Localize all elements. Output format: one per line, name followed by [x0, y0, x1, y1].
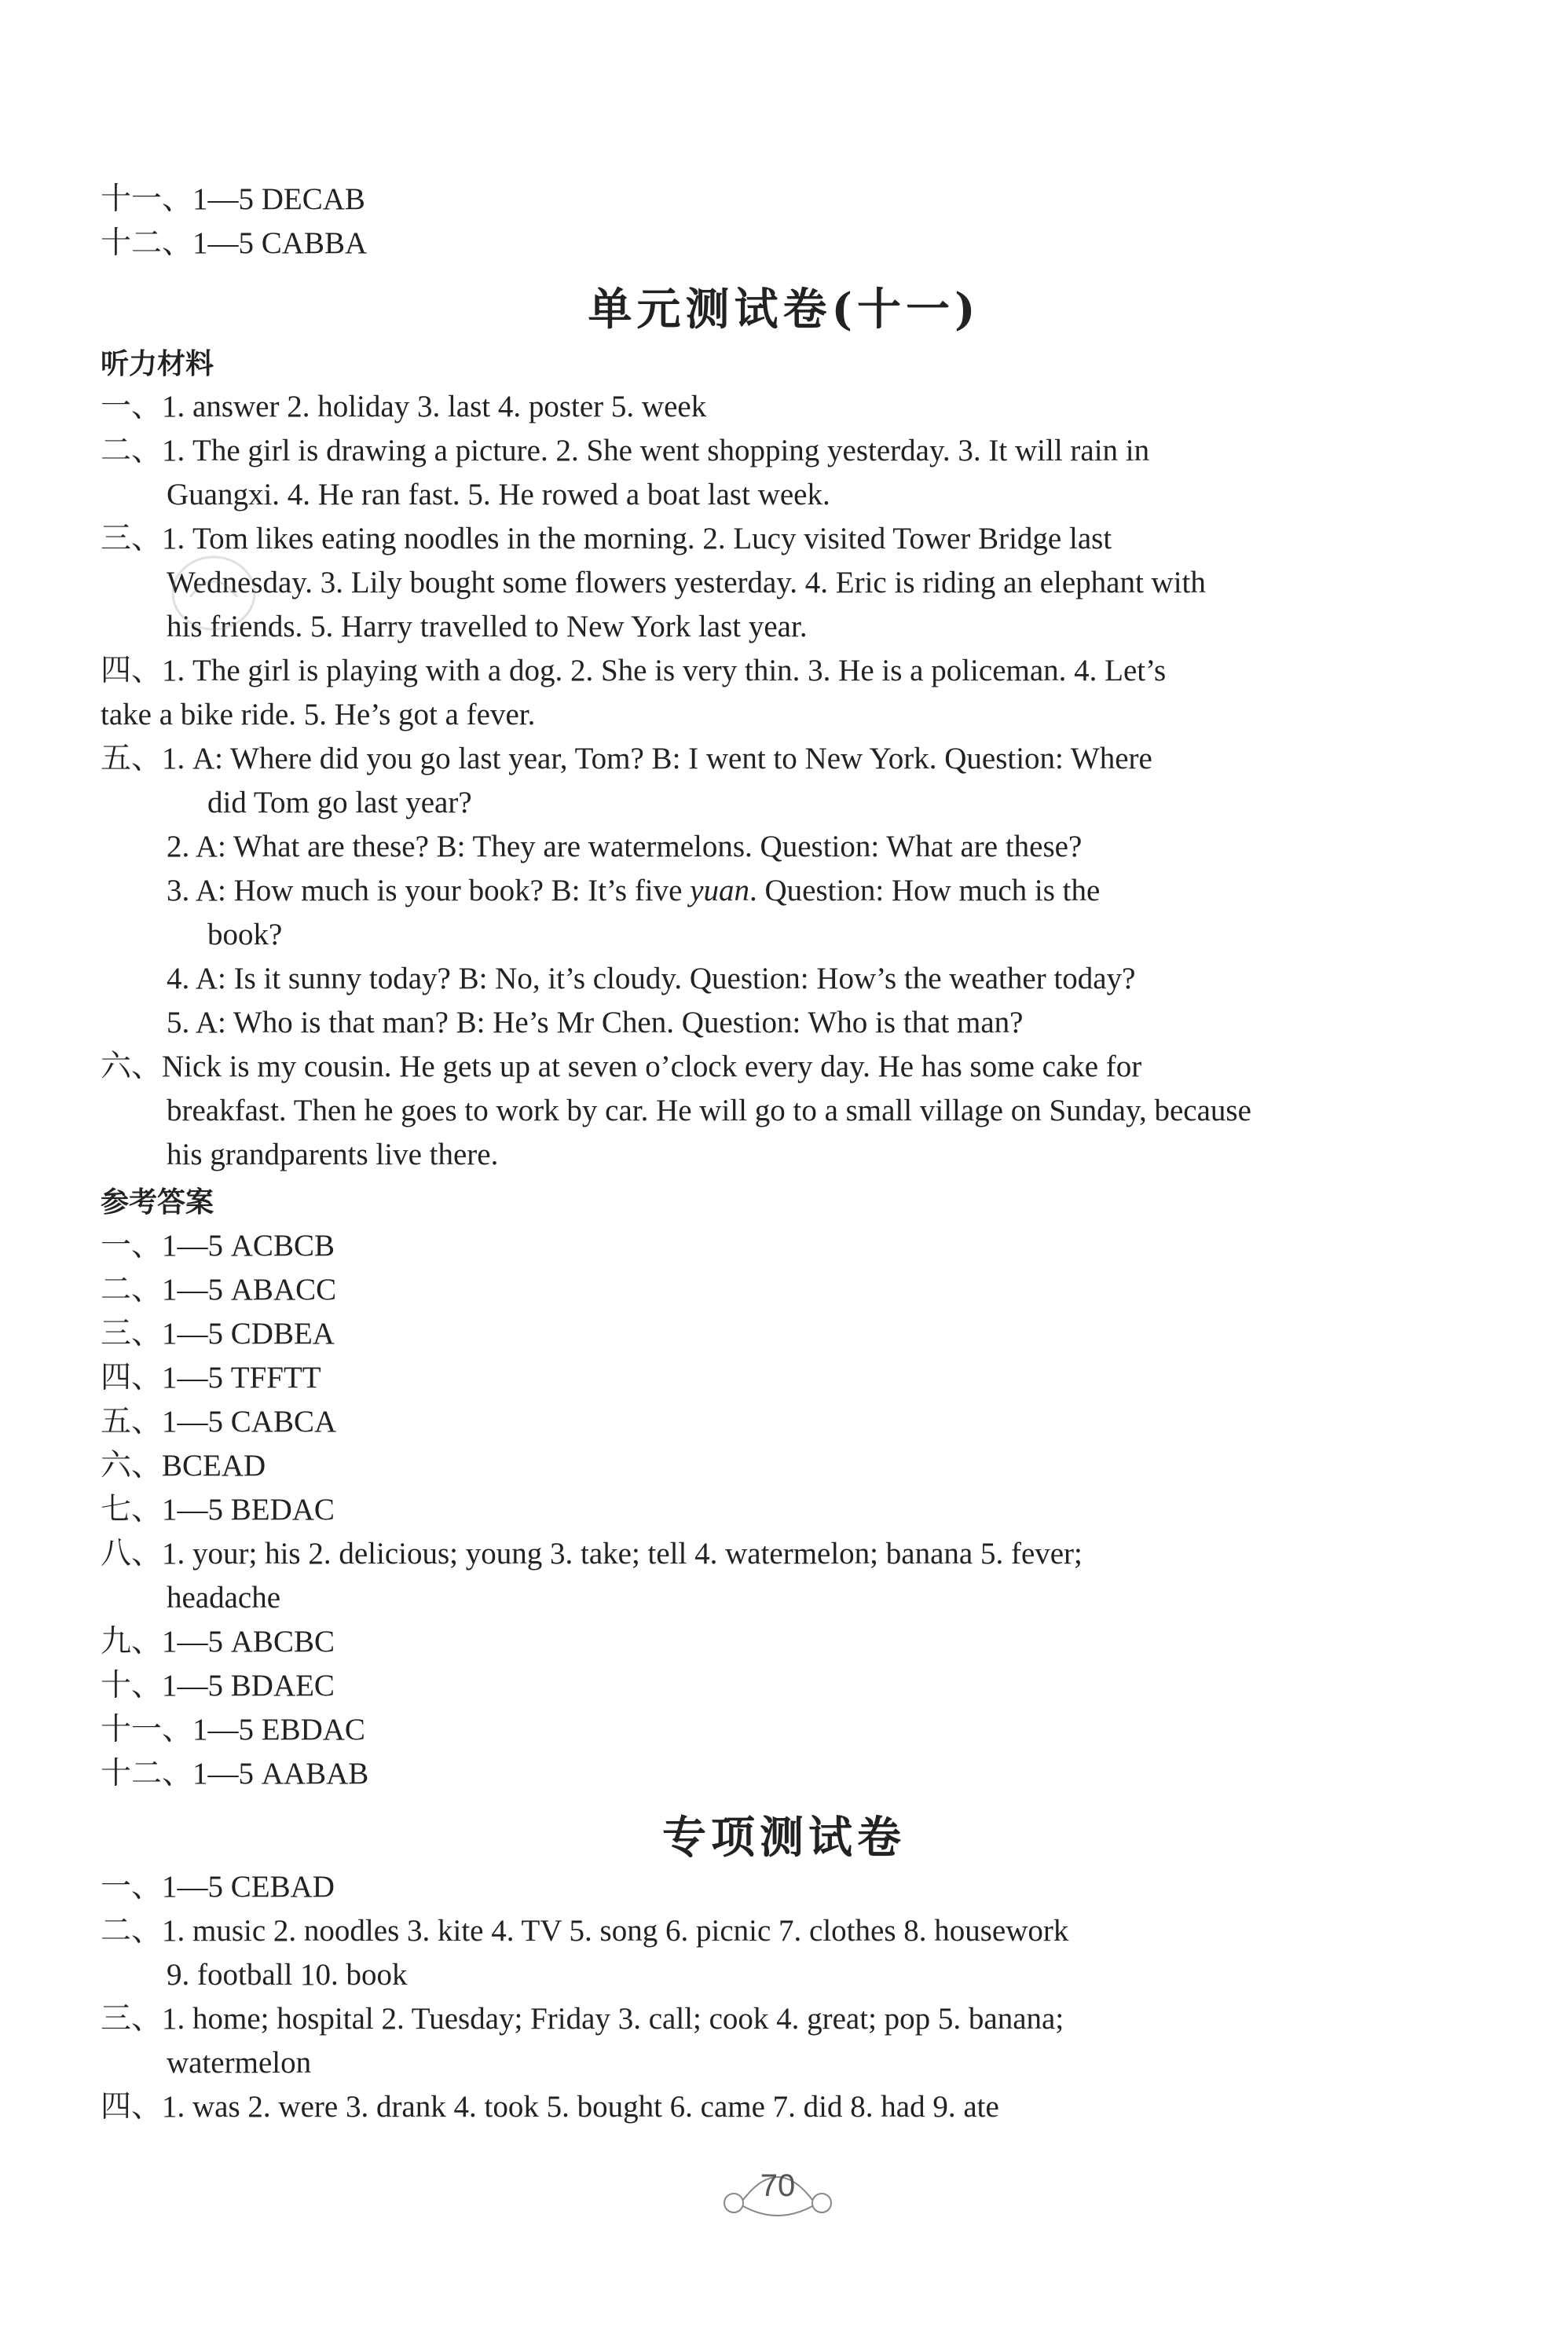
item-number: 二、 — [101, 1914, 163, 1948]
italic-word: yuan — [690, 874, 750, 907]
answer-line — [101, 1865, 335, 1909]
dialogue-item: 4. A: Is it sunny today? B: No, it’s cloudy. Question: How’s the weather today? — [167, 962, 1136, 995]
item-continuation: did Tom go last year? — [207, 786, 472, 819]
item-number: 一、 — [101, 1229, 163, 1263]
item-number: 七、 — [101, 1493, 163, 1527]
item-number: 五、 — [101, 1405, 163, 1439]
answer-text: 1—5 CDBEA — [162, 1317, 335, 1351]
item-number: 九、 — [101, 1625, 163, 1659]
item-continuation: Wednesday. 3. Lily bought some flowers yesterday. 4. Eric is riding an elephant with — [167, 566, 1206, 599]
item-number: 五、 — [101, 742, 163, 775]
item-continuation: breakfast. Then he goes to work by car. He will go to a small village on Sunday, because — [167, 1094, 1251, 1127]
answer-line — [101, 1444, 266, 1488]
item-number: 十二、 — [101, 226, 193, 260]
item-continuation: book? — [207, 918, 283, 951]
item-text: 1. A: Where did you go last year, Tom? B: I went to New York. Question: Where — [162, 742, 1152, 775]
item-number: 十一、 — [101, 1713, 193, 1747]
answer-text: 1—5 AABAB — [192, 1757, 369, 1791]
item-continuation: 9. football 10. book — [167, 1958, 408, 1992]
page-number-text: 70 — [760, 2168, 796, 2203]
item-number: 三、 — [101, 2002, 163, 2036]
answer-line — [101, 1620, 335, 1664]
answer-text: BCEAD — [162, 1449, 266, 1483]
dialogue-item: 5. A: Who is that man? B: He’s Mr Chen. Question: Who is that man? — [167, 1006, 1024, 1039]
section-title: 单元测试卷(十一) — [588, 284, 980, 335]
answer-line — [101, 178, 365, 222]
listening-heading: 听力材料 — [101, 348, 214, 380]
answer-text: 1—5 CABBA — [192, 226, 368, 260]
answer-text: 1—5 ACBCB — [162, 1229, 335, 1263]
section-title: 专项测试卷 — [662, 1812, 906, 1864]
item-number: 二、 — [101, 1273, 163, 1307]
item-number: 四、 — [101, 1361, 163, 1395]
answer-line — [101, 1488, 335, 1532]
item-number: 十二、 — [101, 1757, 193, 1791]
answer-text: 1—5 EBDAC — [192, 1713, 365, 1747]
dialogue-item: 2. A: What are these? B: They are watermelons. Question: What are these? — [167, 830, 1083, 863]
answer-line — [101, 1997, 1064, 2041]
answer-line — [101, 1224, 335, 1268]
answer-line — [101, 1752, 368, 1796]
dialogue-item — [167, 869, 1100, 913]
dialogue-item — [101, 737, 1152, 781]
item-text: 1. The girl is drawing a picture. 2. She went shopping yesterday. 3. It will rain in — [162, 434, 1150, 467]
item-number: 六、 — [101, 1449, 163, 1483]
page-number — [723, 2162, 833, 2217]
item-number: 二、 — [101, 434, 163, 467]
answer-text: 1—5 CABCA — [162, 1405, 337, 1439]
item-number: 十一、 — [101, 182, 193, 216]
item-continuation: take a bike ride. 5. He’s got a fever. — [101, 698, 536, 731]
item-number: 一、 — [101, 390, 163, 423]
answer-text: 1—5 CEBAD — [162, 1870, 335, 1904]
item-continuation: headache — [167, 1581, 281, 1615]
answer-line — [101, 2085, 999, 2129]
answer-line — [101, 1532, 1083, 1576]
item-text: 1. The girl is playing with a dog. 2. She is very thin. 3. He is a policeman. 4. Let’s — [162, 654, 1167, 687]
passage-item — [101, 1045, 1141, 1089]
answer-line — [101, 1664, 335, 1708]
item-text: 1. answer 2. holiday 3. last 4. poster 5. week — [162, 390, 707, 423]
answer-line — [101, 1356, 321, 1400]
answer-text: 1—5 TFFTT — [162, 1361, 321, 1395]
answer-line — [101, 1400, 336, 1444]
item-number: 十、 — [101, 1669, 163, 1703]
listening-item — [101, 429, 1149, 473]
item-text: 1. Tom likes eating noodles in the morning. 2. Lucy visited Tower Bridge last — [162, 522, 1112, 555]
answer-text: 1—5 ABACC — [162, 1273, 337, 1307]
answers-heading: 参考答案 — [101, 1186, 214, 1219]
item-number: 三、 — [101, 1317, 163, 1351]
answer-line — [101, 1312, 335, 1356]
item-number: 四、 — [101, 2090, 163, 2124]
listening-item — [101, 649, 1166, 693]
answer-line — [101, 222, 367, 266]
item-number: 六、 — [101, 1050, 163, 1083]
answer-text: 1—5 BEDAC — [162, 1493, 335, 1527]
answer-text: 1. your; his 2. delicious; young 3. take; tell 4. watermelon; banana 5. fever; — [162, 1537, 1083, 1571]
watermark-stamp-icon — [167, 550, 261, 636]
item-number: 八、 — [101, 1537, 163, 1571]
answer-text: 1. was 2. were 3. drank 4. took 5. bought 6. came 7. did 8. had 9. ate — [162, 2090, 999, 2124]
item-continuation: his grandparents live there. — [167, 1138, 499, 1171]
answer-line — [101, 1268, 336, 1312]
item-continuation: watermelon — [167, 2046, 312, 2080]
answer-line — [101, 1708, 365, 1752]
item-text: 3. A: How much is your book? B: It’s five — [167, 874, 691, 907]
item-number: 四、 — [101, 654, 163, 687]
item-continuation: Guangxi. 4. He ran fast. 5. He rowed a boat last week. — [167, 478, 830, 511]
answer-text: 1—5 ABCBC — [162, 1625, 335, 1659]
item-text: Nick is my cousin. He gets up at seven o’clock every day. He has some cake for — [162, 1050, 1142, 1083]
answer-text: 1—5 BDAEC — [162, 1669, 335, 1703]
answer-text: 1. music 2. noodles 3. kite 4. TV 5. song 6. picnic 7. clothes 8. housework — [162, 1914, 1069, 1948]
item-number: 一、 — [101, 1870, 163, 1904]
answer-text: 1—5 DECAB — [192, 182, 365, 216]
listening-item — [101, 385, 706, 429]
answer-line — [101, 1909, 1068, 1953]
item-text: . Question: How much is the — [749, 874, 1101, 907]
answer-text: 1. home; hospital 2. Tuesday; Friday 3. call; cook 4. great; pop 5. banana; — [162, 2002, 1064, 2036]
item-continuation: his friends. 5. Harry travelled to New York last year. — [167, 610, 808, 643]
item-number: 三、 — [101, 522, 163, 555]
